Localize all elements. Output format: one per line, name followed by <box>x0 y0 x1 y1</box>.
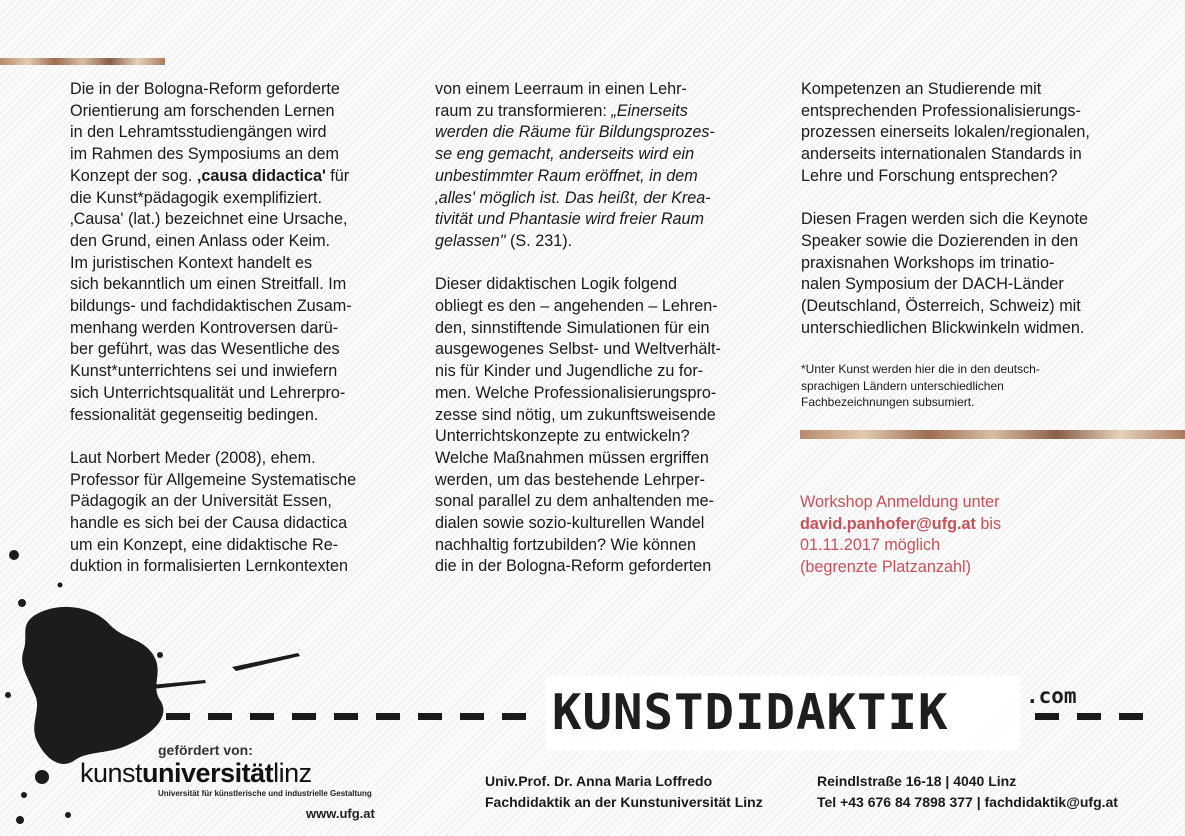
workshop-registration: Workshop Anmeldung unter david.panhofer@ufg.at bis 01.11.2017 möglich (begrenzte Platzanzahl) <box>800 493 1002 577</box>
decorative-strip-top <box>0 58 165 65</box>
university-website-link[interactable]: www.ufg.at <box>306 806 375 821</box>
paragraph-keynote: Diesen Fragen werden sich die Keynote Speaker sowie die Dozierenden in den praxisnahen Workshops im trinatio- nalen Symposium der DACH-Länder (Deutschland, Österreich, Schweiz) mit unterschiedlichen Blickwinkeln widmen. <box>801 210 1089 337</box>
contact-phone-email[interactable]: Tel +43 676 84 7898 377 | fachdidaktik@ufg.at <box>817 794 1118 810</box>
paragraph-logic: Dieser didaktischen Logik folgend obliegt es den – angehenden – Lehren- den, sinnstiftende Simulationen für ein ausgewogenes Selbst- und Weltverhält- nis für Kinder und Jugendliche zu for- men. Welche Professionalisierungspro- zesse sind nötig, um zukunftsweisende Unterrichtskonzepte zu entwickeln? Welche Maßnahmen müssen ergriffen werden, um das bestehende Lehrper- sonal parallel zu dem anhaltenden me- dialen sowie sozio-kulturellen Wandel nachhaltig fortzubilden? Wie können die in der Bologna-Reform geforderten <box>435 275 721 576</box>
contact-name: Univ.Prof. Dr. Anna Maria Loffredo <box>485 773 713 789</box>
paragraph-competences: Kompetenzen an Studierende mit entsprechenden Professionalisierungs- prozessen einerseits lokalen/regionalen, anderseits internationalen Standards in Lehre und Forschung entsprechen? <box>801 80 1090 185</box>
dashed-line-right <box>1035 713 1155 720</box>
bold-term: ‚causa didactica' <box>196 166 326 185</box>
university-subtitle: Universität für künstlerische und industrielle Gestaltung <box>158 789 372 798</box>
registration-email-link[interactable]: david.panhofer@ufg.at <box>800 514 976 533</box>
dashed-line-left <box>124 713 534 720</box>
paragraph-quote: von einem Leerraum in einen Lehr- raum zu transformieren: „Einerseits werden die Räume für Bildungsprozes- se eng gemacht, anderseits wird ein unbestimmter Raum eröffnet, in dem ‚alles' möglich ist. Das heißt, der Krea- tivität und Phantasie wird freier Raum gelassen" (S. 231). <box>435 80 715 250</box>
logo-com-suffix: .com <box>1026 684 1077 708</box>
paragraph-meder: Laut Norbert Meder (2008), ehem. Professor für Allgemeine Systematische Pädagogik an der Universität Essen, handle es sich bei der Causa didactica um ein Konzept, eine didaktische Re- duktion in formalisierten Lernkontexten <box>70 448 357 576</box>
contact-details <box>817 771 1118 813</box>
text-column-2 <box>435 79 770 600</box>
university-logo: kunstuniversitätlinz <box>80 758 312 788</box>
paragraph-intro: Die in der Bologna-Reform geforderte Orientierung am forschenden Lernen in den Lehramtsstudiengängen wird im Rahmen des Symposiums an dem Konzept der sog. ‚causa didactica' für die Kunst*pädagogik exemplifiziert. ‚Causa' (lat.) bezeichnet eine Ursache, den Grund, einen Anlass oder Keim. Im juristischen Kontext handelt es sich bekanntlich um einen Streitfall. Im bildungs- und fachdidaktischen Zusam- menhang werden Kontroversen darü- ber geführt, was das Wesentliche des Kunst*unterrichtens sei und inwiefern sich Unterrichtsqualität und Lehrerpro- fessionalität gegenseitig bedingen. <box>70 80 352 424</box>
sponsor-label: gefördert von: <box>158 742 253 758</box>
text-column-3 <box>801 79 1136 432</box>
contact-address: Reindlstraße 16-18 | 4040 Linz <box>817 773 1017 789</box>
text-column-1 <box>70 79 410 600</box>
kunstdidaktik-logo: KUNSTDIDAKTIK <box>552 684 949 741</box>
contact-role: Fachdidaktik an der Kunstuniversität Linz <box>485 794 763 810</box>
contact-person <box>485 771 763 813</box>
footnote: *Unter Kunst werden hier die in den deutsch- sprachigen Ländern unterschiedlichen Fachbezeichnungen subsumiert. <box>801 362 1040 410</box>
